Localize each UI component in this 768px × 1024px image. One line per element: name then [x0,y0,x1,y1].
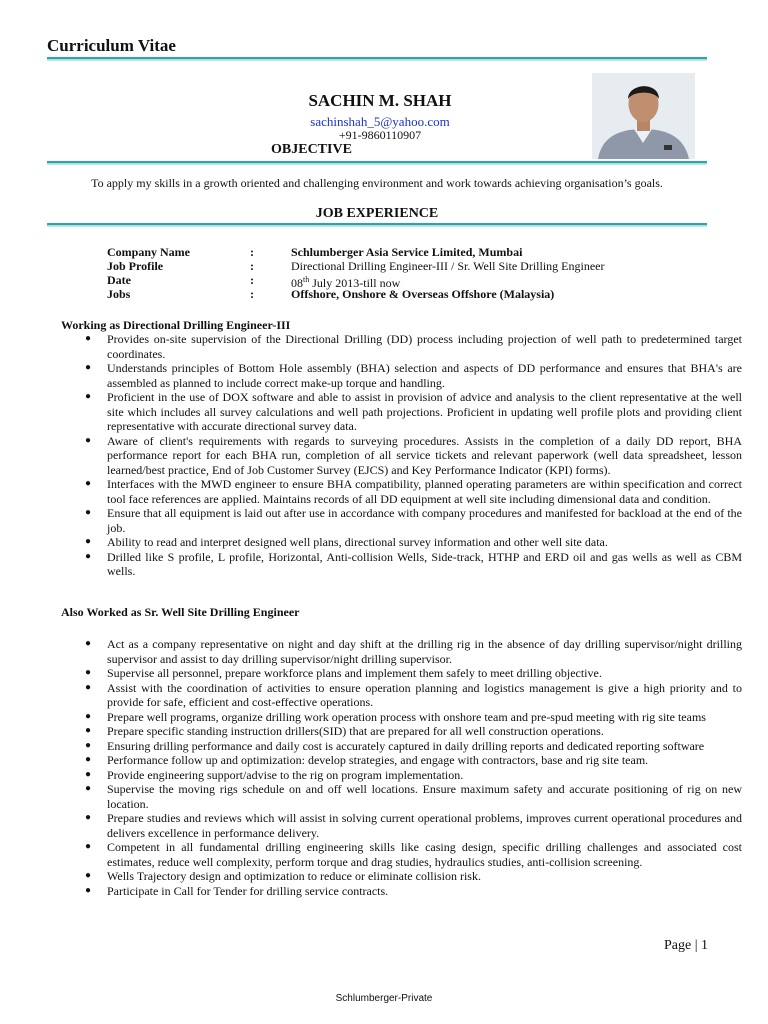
list-item [61,535,742,550]
bullet-icon: ● [85,333,92,344]
list-item-text: Drilled like S profile, L profile, Horizontal, Anti-collision Wells, Side-track, HTHP and ERD oil and gas wells as well as CBM wells. [107,549,742,578]
list-item [61,753,742,768]
bullet-icon: ● [85,550,92,562]
date-day: 08 [291,276,303,290]
bullet-icon: ● [85,841,92,852]
list-item-text: Proficient in the use of DOX software and able to assist in provision of advice and analysis to the client representative at the well site which includes all survey calculations and well path projections. Proficient in updating well profile plots and providing client representative with accurate directional survey data. [107,390,742,433]
list-item [61,361,742,390]
bullet-icon: ● [85,362,92,373]
detail-label: Job Profile [107,259,164,273]
bullet-icon: ● [85,710,92,722]
candidate-name: SACHIN M. SHAH [308,91,452,110]
detail-colon: : [250,245,254,259]
list-item-text: Performance follow up and optimization: develop strategies, and engage with contractors, base and rig site team. [107,753,649,767]
list-item [61,506,742,535]
list-item-text: Act as a company representative on night and day shift at the drilling rig in the absence of day drilling supervisor/night drilling supervisor and assist to day drilling supervisor/night drilling supervisor. [107,637,742,666]
bullet-icon: ● [85,681,92,693]
bullet-icon: ● [85,739,92,751]
list-item-text: Provide engineering support/advise to the rig on program implementation. [107,767,464,782]
bullet-icon: ● [85,812,92,823]
email-link[interactable]: sachinshah_5@yahoo.com [310,114,450,129]
list-item-text: Provides on-site supervision of the Directional Drilling (DD) process including projection of well path to predetermined target coordinates. [107,332,742,361]
objective-divider [47,161,707,165]
list-item [61,681,742,710]
detail-value: Directional Drilling Engineer-III / Sr. Well Site Drilling Engineer [291,259,605,273]
list-item [61,811,742,840]
list-item [61,869,742,884]
list-item [61,434,742,478]
sr-section-heading: Also Worked as Sr. Well Site Drilling Engineer [61,605,300,619]
document-title: Curriculum Vitae [47,36,176,55]
bullet-icon: ● [85,536,92,547]
bullet-icon: ● [85,391,92,402]
list-item [61,666,742,681]
list-item [61,550,742,579]
bullet-icon: ● [85,507,92,518]
sr-responsibilities-list [61,637,742,898]
list-item-text: Assist with the coordination of activities to ensure operation planning and logistics management is give a high priority and to provide for safe, efficient and cost-effective operations. [107,680,742,709]
date-ordinal: th [303,275,310,284]
list-item [61,332,742,361]
bullet-icon: ● [85,725,92,736]
date-rest: July 2013-till now [309,276,401,290]
list-item [61,840,742,869]
bullet-icon: ● [85,884,92,896]
bullet-icon: ● [85,870,92,881]
detail-label: Company Name [107,245,190,259]
bullet-icon: ● [85,478,92,489]
profile-photo [592,73,695,159]
objective-text: To apply my skills in a growth oriented and challenging environment and work towards achieving organisation’s goals. [91,176,663,190]
list-item [61,710,742,725]
dd-responsibilities-list [61,332,742,579]
detail-colon: : [250,287,254,301]
objective-heading: OBJECTIVE [271,142,352,157]
bullet-icon: ● [85,638,92,649]
list-item-text: Ensuring drilling performance and daily cost is accurately captured in daily drilling reports and dedicated reporting software [107,738,705,753]
bullet-icon: ● [85,667,92,678]
list-item-text: Wells Trajectory design and optimization to reduce or eliminate collision risk. [107,869,481,883]
job-experience-heading: JOB EXPERIENCE [315,206,439,221]
bullet-icon: ● [85,754,92,765]
list-item-text: Prepare specific standing instruction drillers(SID) that are prepared for all well construction operations. [107,724,604,738]
list-item [61,782,742,811]
list-item [61,637,742,666]
list-item [61,739,742,754]
page-number: Page | 1 [664,938,709,953]
bullet-icon: ● [85,768,92,780]
list-item-text: Prepare well programs, organize drilling work operation process with onshore team and pre-spud meeting with rig site teams [107,709,706,724]
list-item-text: Competent in all fundamental drilling engineering skills like casing design, specific drilling challenges and associated cost estimates, reduce well complexity, perform torque and drag studies, hydraulics studies, anti-collision screening. [107,840,742,869]
list-item-text: Participate in Call for Tender for drilling service contracts. [107,883,389,898]
header-divider [47,57,707,61]
list-item [61,390,742,434]
phone-number: +91-9860110907 [338,128,422,142]
detail-label: Date [107,273,131,287]
list-item-text: Prepare studies and reviews which will assist in solving current operational problems, improves current operational procedures and delivers excellence in performance delivery. [107,811,742,840]
footer-classification: Schlumberger-Private [335,993,433,1004]
job-experience-divider [47,223,707,227]
list-item-text: Ability to read and interpret designed well plans, directional survey information and other well site data. [107,535,608,549]
detail-value: Schlumberger Asia Service Limited, Mumbai [291,245,523,259]
list-item-text: Ensure that all equipment is laid out after use in accordance with company procedures and manifested for backload at the end of the job. [107,506,742,535]
list-item [61,724,742,739]
detail-label: Jobs [107,287,131,301]
list-item [61,884,742,899]
detail-colon: : [250,259,254,273]
dd-section-heading: Working as Directional Drilling Engineer-III [61,318,291,332]
list-item [61,768,742,783]
list-item-text: Interfaces with the MWD engineer to ensure BHA compatibility, planned operating parameters are within specification and correct tool face references are applied. Maintains records of all DD equipment at well site including dimensional data and condition. [107,477,742,506]
detail-colon: : [250,273,254,287]
list-item-text: Supervise all personnel, prepare workforce plans and implement them safely to meet drilling objective. [107,666,602,680]
bullet-icon: ● [85,434,92,446]
bullet-icon: ● [85,783,92,794]
list-item-text: Aware of client's requirements with regards to surveying procedures. Assists in the completion of a daily DD report, BHA performance report for each BHA run, completion of all service tickets and relevant paperwork (well data spreadsheet, lesson learned/best practice, End of Job Customer Survey (EJCS) and Key Performance Indicator (KPI) forms). [107,433,742,477]
list-item-text: Supervise the moving rigs schedule on and off well locations. Ensure maximum safety and accurate positioning of rig on new location. [107,782,742,811]
list-item [61,477,742,506]
list-item-text: Understands principles of Bottom Hole assembly (BHA) selection and aspects of DD performance and ensures that BHA's are assembled as planned to include correct make-up torque and handling. [107,361,742,390]
detail-value: Offshore, Onshore & Overseas Offshore (Malaysia) [291,287,555,301]
